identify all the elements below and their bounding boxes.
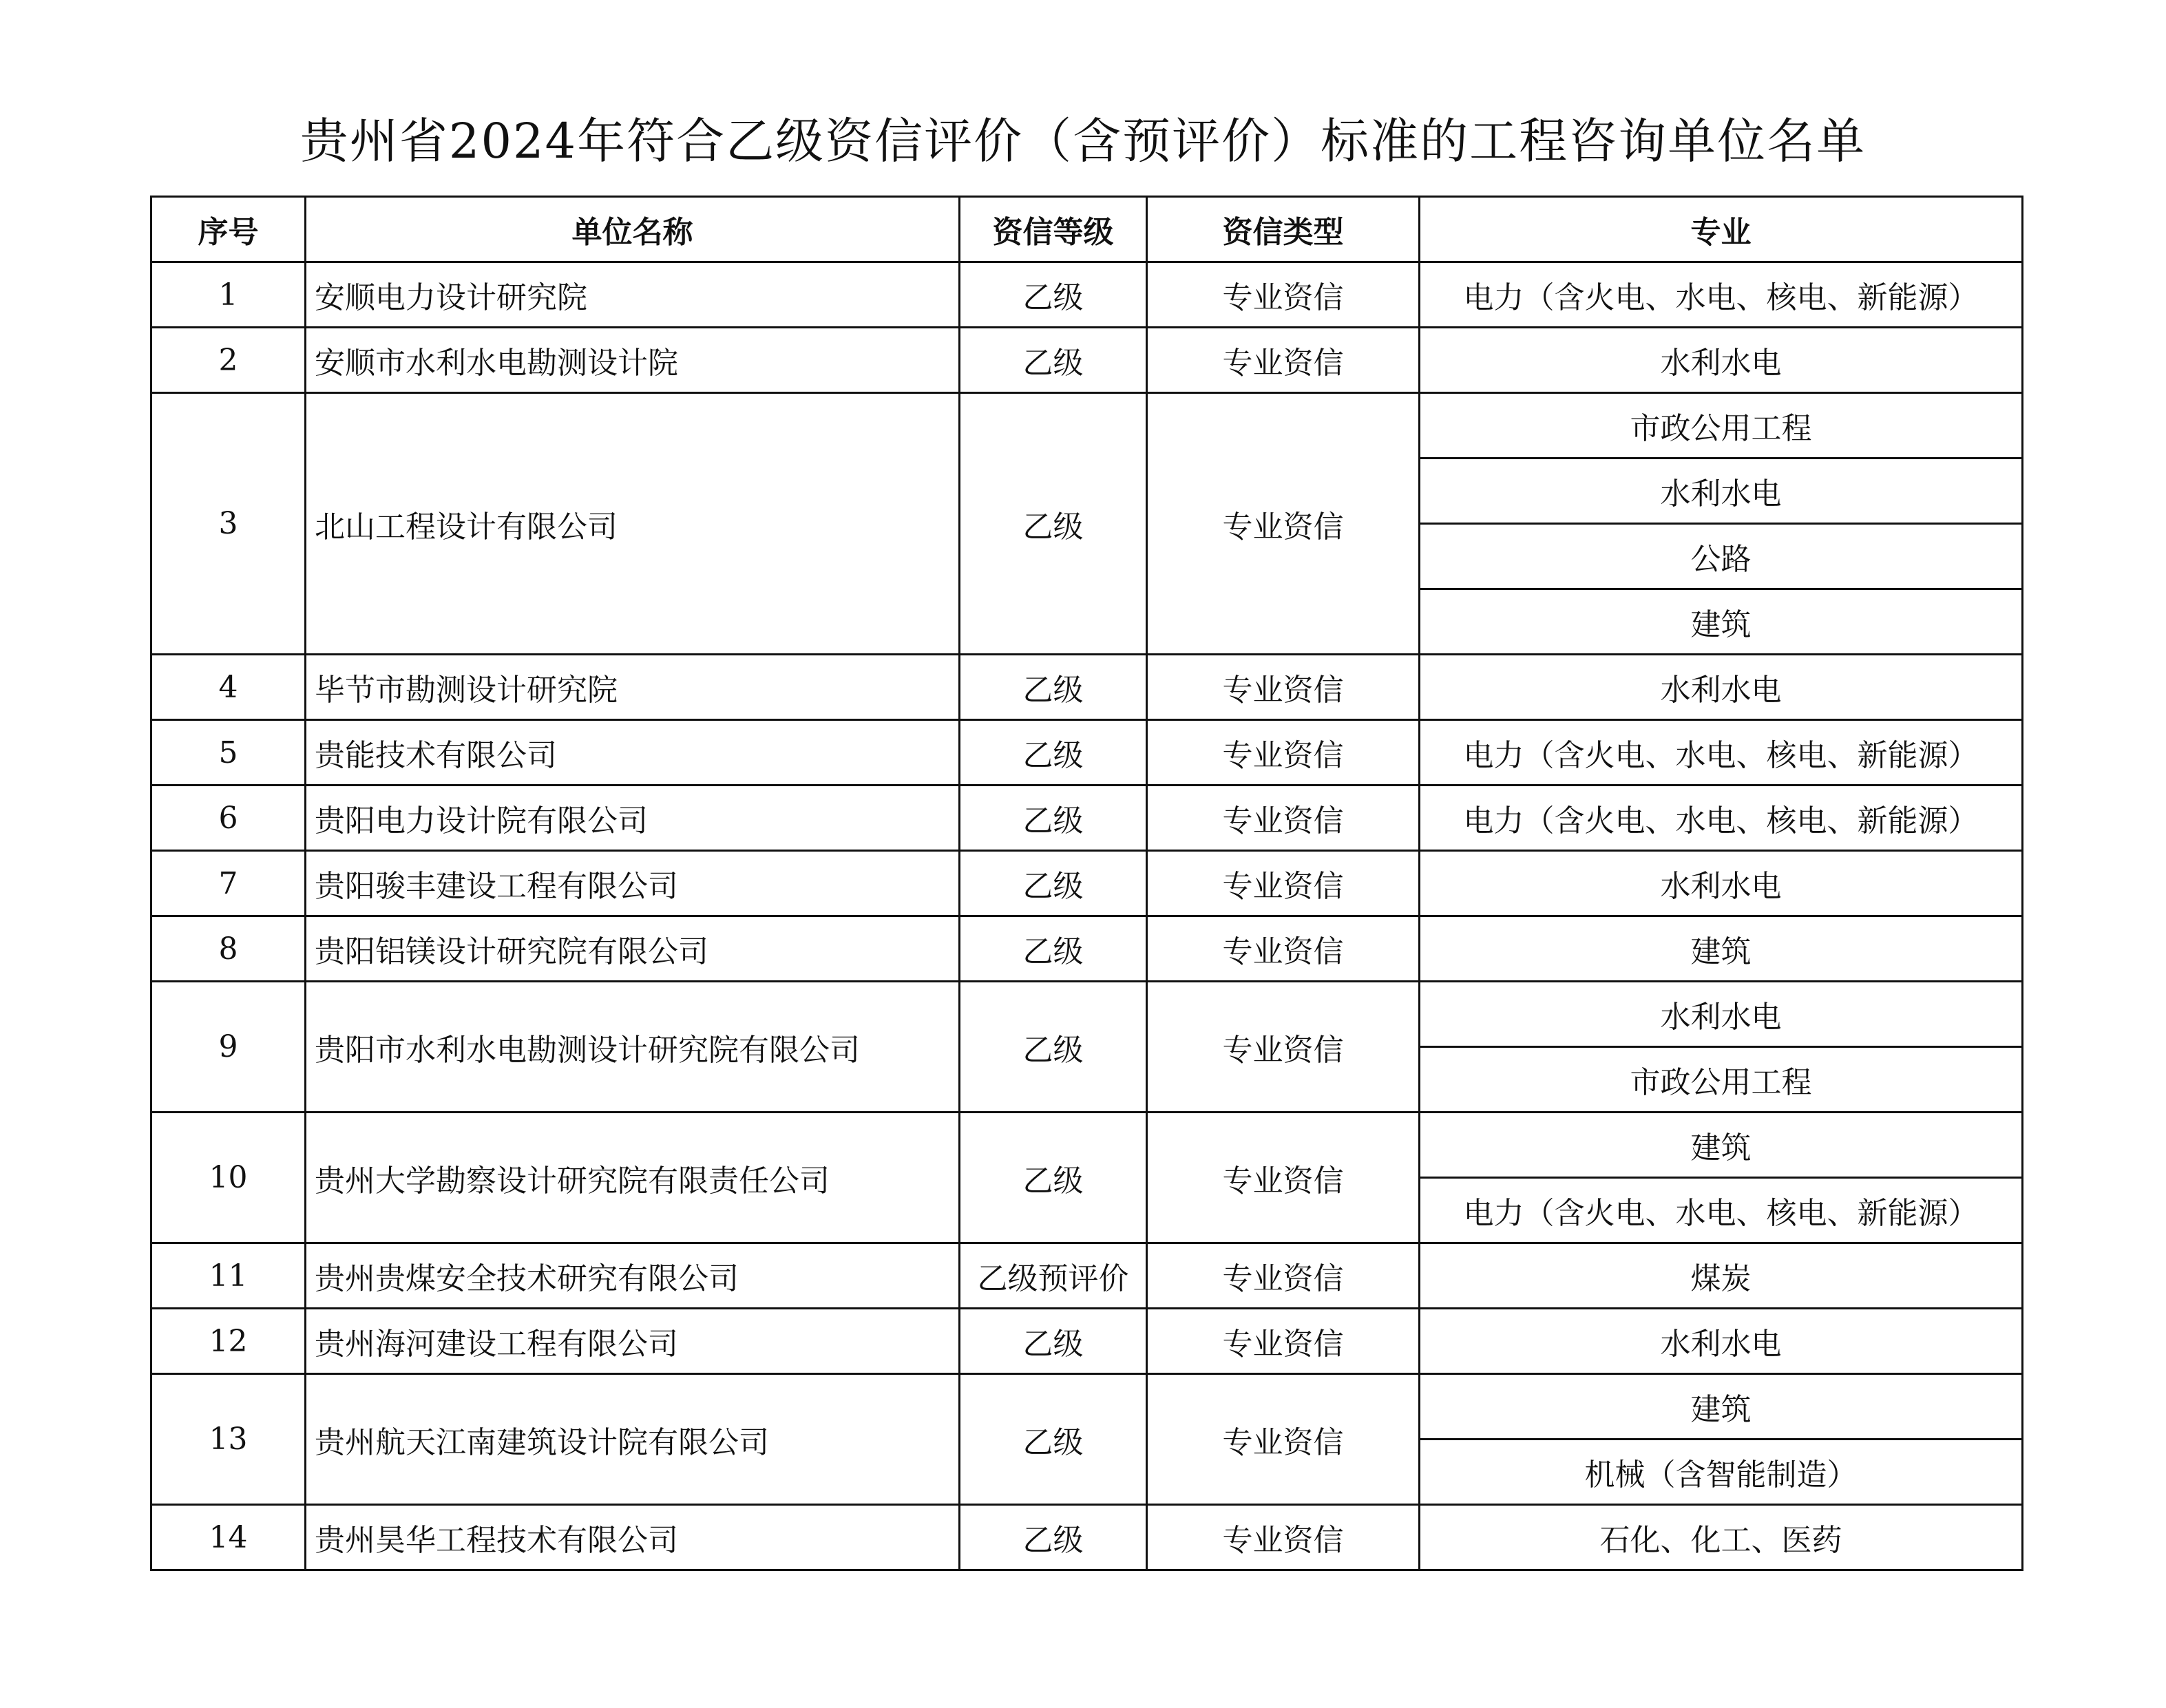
row-type: 专业资信	[1147, 262, 1420, 328]
row-grade: 乙级	[960, 720, 1147, 786]
table-row	[151, 1113, 2023, 1178]
row-type: 专业资信	[1147, 982, 1420, 1113]
row-major: 水利水电	[1420, 1309, 2023, 1374]
unit-roster-table	[150, 196, 2023, 1571]
row-seq: 1	[151, 262, 306, 328]
row-unit-name: 贵阳铝镁设计研究院有限公司	[306, 916, 960, 982]
row-grade: 乙级	[960, 328, 1147, 393]
row-type: 专业资信	[1147, 916, 1420, 982]
row-type: 专业资信	[1147, 655, 1420, 720]
row-seq: 8	[151, 916, 306, 982]
row-unit-name: 贵阳电力设计院有限公司	[306, 786, 960, 851]
row-type: 专业资信	[1147, 851, 1420, 916]
row-grade: 乙级	[960, 1309, 1147, 1374]
row-major: 水利水电	[1420, 982, 2023, 1047]
row-seq: 13	[151, 1374, 306, 1505]
row-major: 水利水电	[1420, 458, 2023, 524]
row-seq: 3	[151, 393, 306, 655]
table-row	[151, 720, 2023, 786]
row-unit-name: 贵州航天江南建筑设计院有限公司	[306, 1374, 960, 1505]
row-major: 建筑	[1420, 1113, 2023, 1178]
row-seq: 11	[151, 1243, 306, 1309]
table-row	[151, 786, 2023, 851]
row-major: 建筑	[1420, 589, 2023, 655]
row-type: 专业资信	[1147, 786, 1420, 851]
header-name: 单位名称	[306, 197, 960, 262]
row-grade: 乙级预评价	[960, 1243, 1147, 1309]
row-grade: 乙级	[960, 851, 1147, 916]
row-major: 电力（含火电、水电、核电、新能源）	[1420, 786, 2023, 851]
row-seq: 5	[151, 720, 306, 786]
row-grade: 乙级	[960, 1113, 1147, 1243]
row-major: 电力（含火电、水电、核电、新能源）	[1420, 720, 2023, 786]
table-row	[151, 1309, 2023, 1374]
table-row	[151, 328, 2023, 393]
row-major: 煤炭	[1420, 1243, 2023, 1309]
row-major: 电力（含火电、水电、核电、新能源）	[1420, 262, 2023, 328]
row-grade: 乙级	[960, 1374, 1147, 1505]
row-type: 专业资信	[1147, 720, 1420, 786]
table-row	[151, 655, 2023, 720]
row-major: 市政公用工程	[1420, 1047, 2023, 1113]
row-major: 市政公用工程	[1420, 393, 2023, 458]
row-unit-name: 贵州大学勘察设计研究院有限责任公司	[306, 1113, 960, 1243]
row-unit-name: 安顺市水利水电勘测设计院	[306, 328, 960, 393]
row-seq: 14	[151, 1505, 306, 1570]
row-major: 机械（含智能制造）	[1420, 1440, 2023, 1505]
table-body	[151, 262, 2023, 1570]
row-grade: 乙级	[960, 786, 1147, 851]
table-header-row	[151, 197, 2023, 262]
row-grade: 乙级	[960, 982, 1147, 1113]
table-row	[151, 1374, 2023, 1440]
row-seq: 9	[151, 982, 306, 1113]
table-row	[151, 916, 2023, 982]
row-major: 水利水电	[1420, 328, 2023, 393]
row-unit-name: 贵州贵煤安全技术研究有限公司	[306, 1243, 960, 1309]
row-unit-name: 毕节市勘测设计研究院	[306, 655, 960, 720]
table-row	[151, 1243, 2023, 1309]
row-grade: 乙级	[960, 393, 1147, 655]
row-major: 水利水电	[1420, 655, 2023, 720]
row-type: 专业资信	[1147, 1309, 1420, 1374]
row-seq: 2	[151, 328, 306, 393]
page-title: 贵州省2024年符合乙级资信评价（含预评价）标准的工程咨询单位名单	[299, 113, 1867, 169]
row-unit-name: 北山工程设计有限公司	[306, 393, 960, 655]
row-major: 公路	[1420, 524, 2023, 589]
row-type: 专业资信	[1147, 1113, 1420, 1243]
row-type: 专业资信	[1147, 328, 1420, 393]
row-type: 专业资信	[1147, 393, 1420, 655]
row-unit-name: 贵州海河建设工程有限公司	[306, 1309, 960, 1374]
table-row	[151, 1505, 2023, 1570]
header-type: 资信类型	[1147, 197, 1420, 262]
row-unit-name: 贵能技术有限公司	[306, 720, 960, 786]
table-row	[151, 393, 2023, 458]
row-unit-name: 贵州昊华工程技术有限公司	[306, 1505, 960, 1570]
row-grade: 乙级	[960, 262, 1147, 328]
row-grade: 乙级	[960, 916, 1147, 982]
row-seq: 12	[151, 1309, 306, 1374]
row-seq: 6	[151, 786, 306, 851]
row-grade: 乙级	[960, 655, 1147, 720]
row-grade: 乙级	[960, 1505, 1147, 1570]
row-major: 石化、化工、医药	[1420, 1505, 2023, 1570]
row-major: 建筑	[1420, 1374, 2023, 1440]
table-row	[151, 982, 2023, 1047]
row-type: 专业资信	[1147, 1374, 1420, 1505]
row-seq: 7	[151, 851, 306, 916]
header-seq: 序号	[151, 197, 306, 262]
table-row	[151, 851, 2023, 916]
header-major: 专业	[1420, 197, 2023, 262]
row-major: 建筑	[1420, 916, 2023, 982]
row-unit-name: 贵阳市水利水电勘测设计研究院有限公司	[306, 982, 960, 1113]
row-unit-name: 安顺电力设计研究院	[306, 262, 960, 328]
header-grade: 资信等级	[960, 197, 1147, 262]
row-seq: 10	[151, 1113, 306, 1243]
row-type: 专业资信	[1147, 1505, 1420, 1570]
table-row	[151, 262, 2023, 328]
row-type: 专业资信	[1147, 1243, 1420, 1309]
row-major: 水利水电	[1420, 851, 2023, 916]
row-major: 电力（含火电、水电、核电、新能源）	[1420, 1178, 2023, 1243]
row-unit-name: 贵阳骏丰建设工程有限公司	[306, 851, 960, 916]
row-seq: 4	[151, 655, 306, 720]
